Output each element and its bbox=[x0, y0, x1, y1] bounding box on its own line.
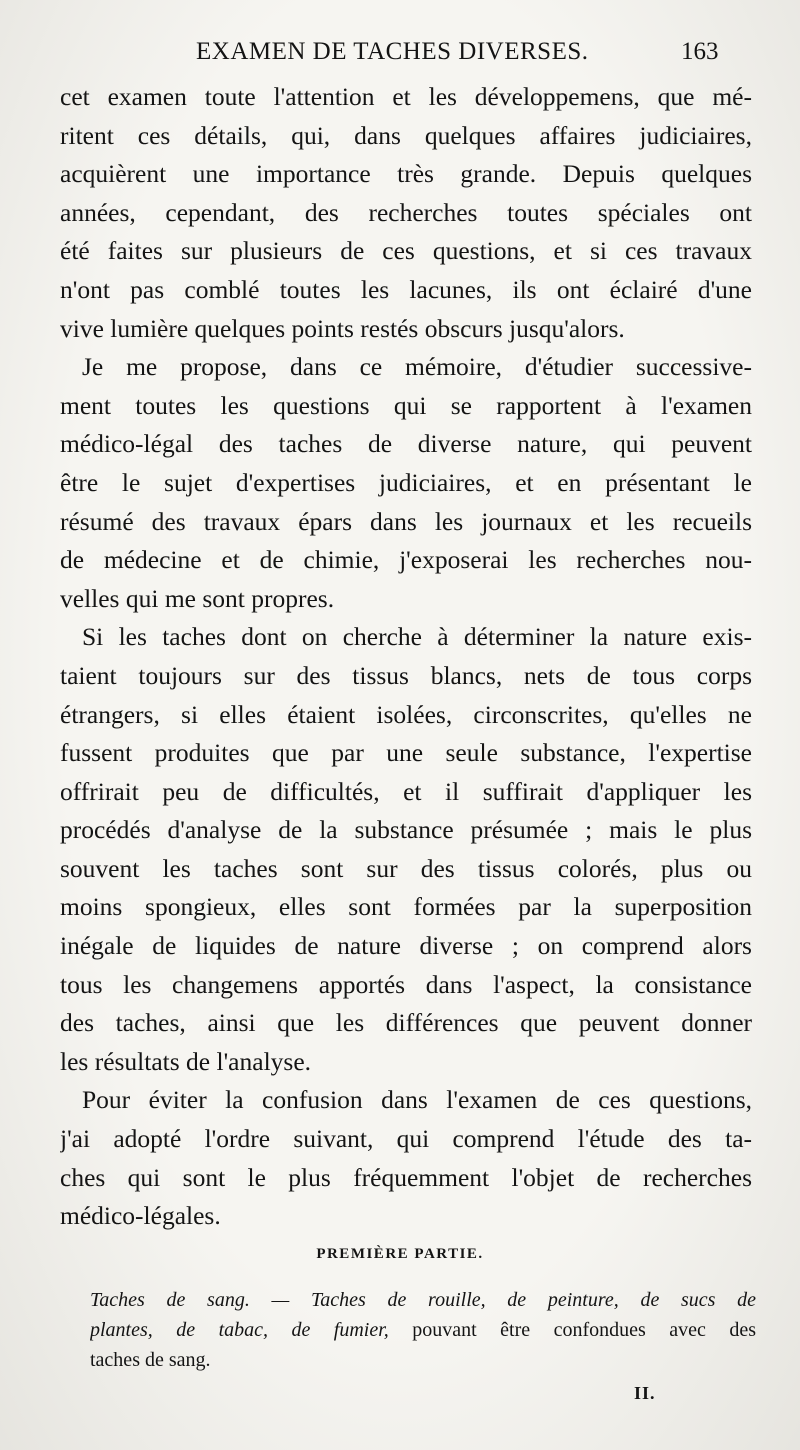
paragraph-first-line: Pour éviter la confusion dans l'examen de ces questions, bbox=[82, 1085, 752, 1115]
text-line: velles qui me sont propres. bbox=[60, 583, 335, 613]
paragraph-first-line: Je me propose, dans ce mémoire, d'étudier successive- bbox=[82, 352, 752, 382]
text-line: médico-légal des taches de diverse nature, qui peuvent bbox=[60, 429, 752, 459]
text-line: les résultats de l'analyse. bbox=[60, 1046, 312, 1076]
text-line: étrangers, si elles étaient isolées, circonscrites, qu'elles ne bbox=[60, 699, 752, 729]
text-line: cet examen toute l'attention et les développemens, que mé- bbox=[60, 82, 752, 111]
text-line: été faites sur plusieurs de ces questions, et si ces travaux bbox=[60, 236, 752, 266]
text-line: être le sujet d'expertises judiciaires, et en présentant le bbox=[60, 467, 752, 497]
text-line: offrirait peu de difficultés, et il suffirait d'appliquer les bbox=[60, 776, 752, 806]
summary-line: taches de sang. bbox=[90, 1349, 211, 1371]
running-head bbox=[0, 38, 800, 72]
text-line: résumé des travaux épars dans les journaux et les recueils bbox=[60, 506, 752, 536]
paragraph-first-line: Si les taches dont on cherche à déterminer la nature exis- bbox=[82, 622, 752, 652]
summary-italic-part: plantes, de tabac, de fumier, bbox=[90, 1319, 389, 1341]
text-line: n'ont pas comblé toutes les lacunes, ils ont éclairé d'une bbox=[60, 274, 752, 304]
text-line: vive lumière quelques points restés obscurs jusqu'alors. bbox=[60, 313, 625, 343]
text-line: taient toujours sur des tissus blancs, nets de tous corps bbox=[60, 660, 752, 690]
section-heading: PREMIÈRE PARTIE. bbox=[316, 1246, 484, 1262]
running-title: EXAMEN DE TACHES DIVERSES. bbox=[196, 38, 589, 65]
text-line: tous les changemens apportés dans l'aspect, la consistance bbox=[60, 969, 752, 999]
text-line: ritent ces détails, qui, dans quelques affaires judiciaires, bbox=[60, 120, 752, 150]
body-text bbox=[60, 78, 752, 1236]
summary-roman-part: pouvant être confondues avec des bbox=[388, 1319, 756, 1341]
text-line: souvent les taches sont sur des tissus colorés, plus ou bbox=[60, 853, 752, 883]
text-line: procédés d'analyse de la substance présumée ; mais le plus bbox=[60, 815, 752, 845]
text-line: des taches, ainsi que les différences que peuvent donner bbox=[60, 1008, 752, 1038]
summary-line bbox=[90, 1315, 756, 1345]
summary-line: Taches de sang. — Taches de rouille, de peinture, de sucs de bbox=[90, 1289, 756, 1311]
text-line: ches qui sont le plus fréquemment l'objet de recherches bbox=[60, 1162, 752, 1192]
text-line: acquièrent une importance très grande. Depuis quelques bbox=[60, 159, 752, 189]
page-number: 163 bbox=[681, 38, 719, 65]
text-line: ment toutes les questions qui se rapportent à l'examen bbox=[60, 390, 752, 420]
text-line: années, cependant, des recherches toutes spéciales ont bbox=[60, 197, 752, 227]
text-line: j'ai adopté l'ordre suivant, qui comprend l'étude des ta- bbox=[60, 1124, 752, 1154]
text-line: inégale de liquides de nature diverse ; on comprend alors bbox=[60, 931, 752, 961]
section-summary bbox=[90, 1285, 756, 1375]
text-line: fussent produites que par une seule substance, l'expertise bbox=[60, 738, 752, 768]
text-line: moins spongieux, elles sont formées par la superposition bbox=[60, 892, 752, 922]
text-line: de médecine et de chimie, j'exposerai les recherches nou- bbox=[60, 545, 752, 575]
text-line: médico-légales. bbox=[60, 1201, 221, 1231]
signature-mark: II. bbox=[634, 1383, 656, 1403]
